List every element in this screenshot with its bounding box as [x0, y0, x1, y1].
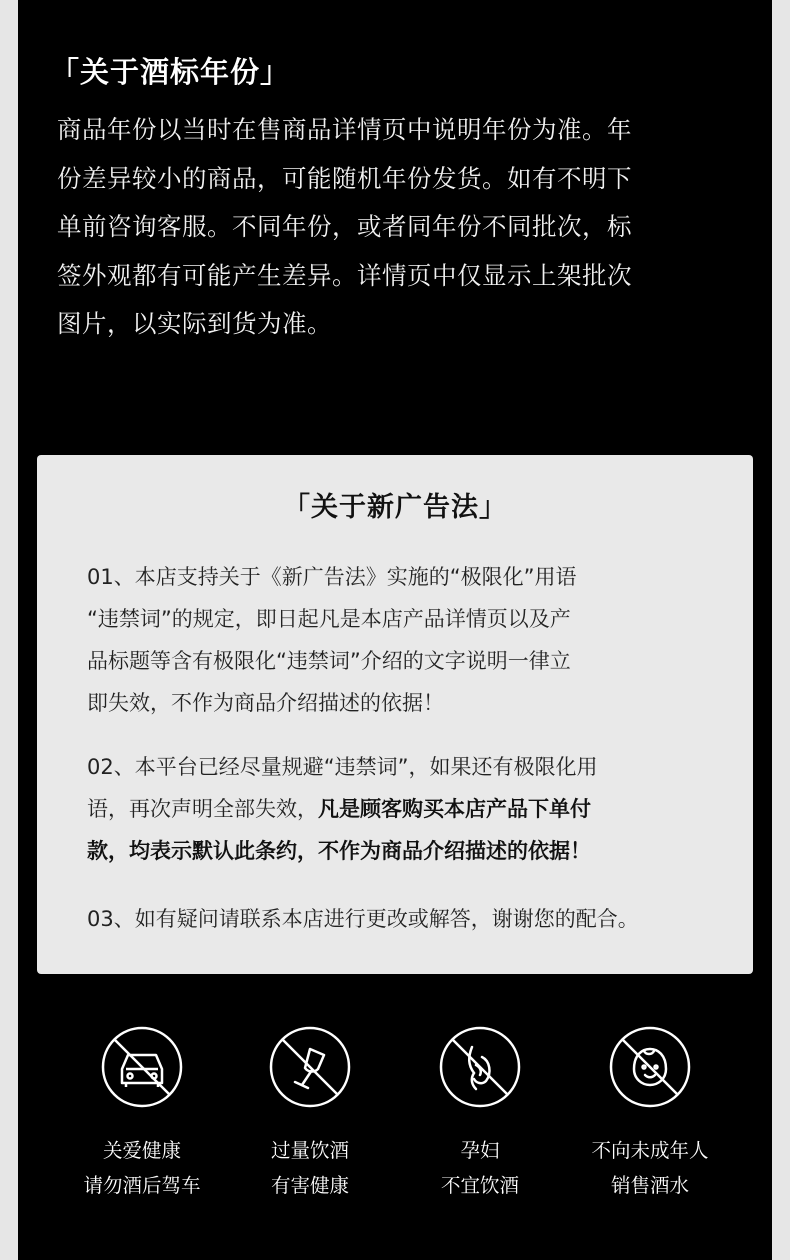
warning-line: 不宜饮酒 — [440, 1174, 519, 1197]
warning-line: 销售酒水 — [610, 1174, 689, 1197]
ad-line: 02、本平台已经尽量规避“违禁词”，如果还有极限化用 — [87, 755, 598, 779]
ad-law-paragraph-2 — [87, 746, 712, 872]
no-drunk-driving-icon — [100, 1025, 184, 1109]
warning-line: 孕妇 — [460, 1139, 500, 1162]
no-minors-icon — [608, 1025, 692, 1109]
ad-line: 语，再次声明全部失效， — [87, 797, 318, 821]
ad-law-paragraph-3: 03、如有疑问请联系本店进行更改或解答，谢谢您的配合。 — [87, 907, 639, 931]
vintage-line: 商品年份以当时在售商品详情页中说明年份为准。年 — [57, 115, 632, 144]
no-excessive-drinking-icon — [268, 1025, 352, 1109]
ad-law-title: 「关于新广告法」 — [283, 492, 507, 523]
warning-line: 不向未成年人 — [591, 1139, 709, 1162]
warning-drunk-driving — [52, 1025, 232, 1203]
warning-line: 过量饮酒 — [270, 1139, 349, 1162]
no-pregnant-drinking-icon — [438, 1025, 522, 1109]
warning-line: 请勿酒后驾车 — [83, 1174, 201, 1197]
vintage-line: 签外观都有可能产生差异。详情页中仅显示上架批次 — [57, 260, 632, 290]
vintage-section-title: 「关于酒标年份」 — [50, 55, 291, 89]
vintage-line: 单前咨询客服。不同年份，或者同年份不同批次，标 — [57, 212, 632, 241]
ad-line-bold: 凡是顾客购买本店产品下单付 — [318, 797, 591, 821]
warning-line: 有害健康 — [270, 1174, 349, 1197]
vintage-section-body — [57, 106, 707, 349]
warning-excessive-drinking — [220, 1025, 400, 1203]
ad-line-bold: 款，均表示默认此条约，不作为商品介绍描述的依据！ — [87, 839, 591, 863]
warning-pregnant — [390, 1025, 570, 1203]
ad-line: 品标题等含有极限化“违禁词”介绍的文字说明一律立 — [87, 649, 571, 673]
ad-law-paragraph-1 — [87, 556, 712, 724]
vintage-line: 图片，以实际到货为准。 — [57, 309, 332, 338]
ad-line: 即失效，不作为商品介绍描述的依据！ — [87, 691, 444, 715]
warning-line: 关爱健康 — [102, 1139, 181, 1162]
vintage-line: 份差异较小的商品，可能随机年份发货。如有不明下 — [57, 163, 632, 193]
ad-line: “违禁词”的规定，即日起凡是本店产品详情页以及产 — [87, 607, 571, 631]
warning-minors — [560, 1025, 740, 1203]
ad-line: 01、本店支持关于《新广告法》实施的“极限化”用语 — [87, 565, 577, 589]
